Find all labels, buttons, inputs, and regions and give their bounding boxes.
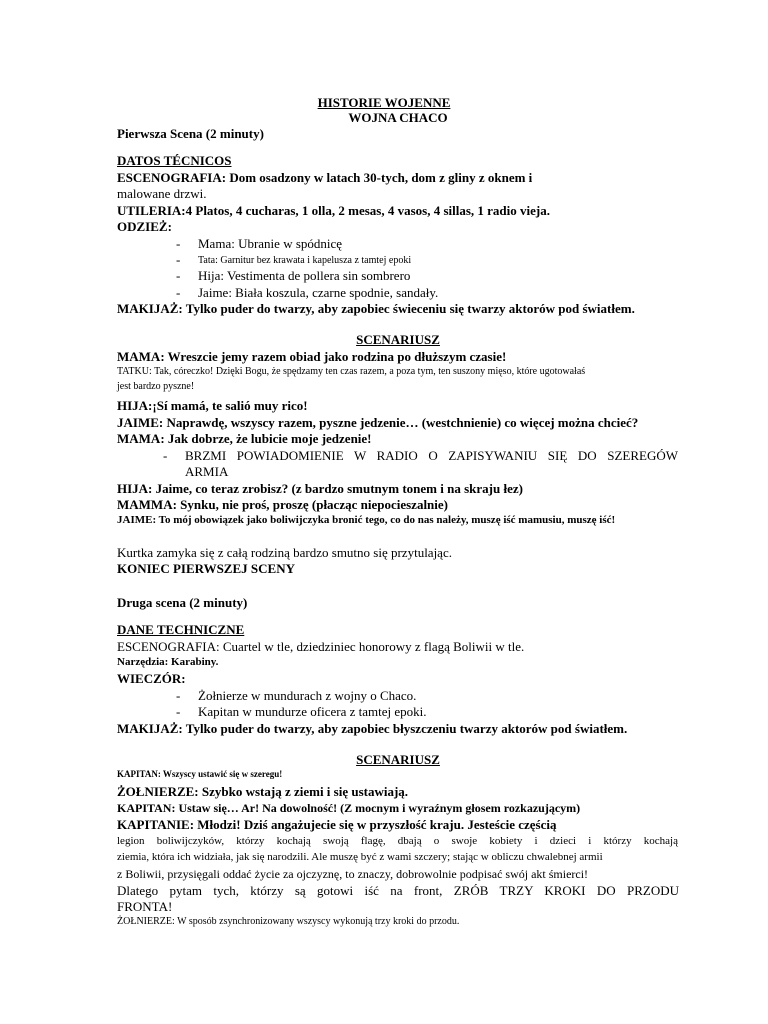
costume-item: Żołnierze w mundurach z wojny o Chaco.	[198, 688, 417, 703]
scene1-tech-heading: DATOS TÉCNICOS	[117, 153, 232, 168]
bullet-dash: -	[176, 704, 181, 719]
stage-direction: Kurtka zamyka się z całą rodziną bardzo smutno się przytulając.	[117, 545, 452, 560]
scene1-heading: Pierwsza Scena (2 minuty)	[117, 126, 264, 141]
line-kapitan-2: KAPITAN: Ustaw się… Ar! Na dowolność! (Z mocnym i wyraźnym głosem rozkazującym)	[117, 801, 581, 815]
radio-announcement: BRZMI POWIADOMIENIE W RADIO O ZAPISYWANIU SIĘ DO SZEREGÓW	[185, 448, 678, 463]
radio-announcement-cont: ARMIA	[185, 464, 229, 479]
line-hija-2: HIJA: Jaime, co teraz zrobisz? (z bardzo smutnym tonem i na skraju łez)	[117, 481, 523, 496]
line-jaime-2: JAIME: To mój obowiązek jako boliwijczyka bronić tego, co do nas należy, muszę iść mamusiu, muszę iść!	[117, 514, 616, 526]
line-zolnierze-1: ŻOŁNIERZE: Szybko wstają z ziemi i się ustawiają.	[117, 784, 409, 799]
scene2-escenografia: ESCENOGRAFIA: Cuartel w tle, dziedziniec honorowy z flagą Boliwii w tle.	[117, 639, 525, 654]
line-jaime-1: JAIME: Naprawdę, wszyscy razem, pyszne jedzenie… (westchnienie) co więcej można chcieć?	[117, 415, 639, 430]
line-tatku-2: jest bardzo pyszne!	[117, 381, 195, 392]
line-tatku-1: TATKU: Tak, córeczko! Dzięki Bogu, że spędzamy ten czas razem, a poza tym, ten suszony mięso, które ugotowałaś	[117, 366, 586, 377]
scene1-utileria: UTILERIA:4 Platos, 4 cucharas, 1 olla, 2 mesas, 4 vasos, 4 sillas, 1 radio vieja.	[117, 203, 550, 218]
speech-line: z Boliwii, przysięgali oddać życie za ojczyznę, to znaczy, dobrowolnie podpisać swój akt śmierci!	[117, 867, 589, 881]
costume-item: Jaime: Biała koszula, czarne spodnie, sandały.	[198, 285, 439, 300]
speech-line: ziemia, która ich widziała, jak się narodzili. Ale muszę być z wami szczery; stając w obliczu chwalebnej armii	[117, 851, 603, 863]
costume-item: Tata: Garnitur bez krawata i kapelusza z tamtej epoki	[198, 255, 412, 266]
speech-line: FRONTA!	[117, 899, 173, 914]
costume-item: Kapitan w mundurze oficera z tamtej epoki.	[198, 704, 427, 719]
bullet-dash: -	[176, 688, 181, 703]
line-mama-1: MAMA: Wreszcie jemy razem obiad jako rodzina po dłuższym czasie!	[117, 349, 507, 364]
bullet-dash: -	[176, 285, 181, 300]
escenografia-label: ESCENOGRAFIA:	[117, 170, 227, 185]
bullet-dash: -	[176, 236, 181, 251]
costume-item: Hija: Vestimenta de pollera sin sombrero	[198, 268, 411, 283]
speech-line: Dlatego pytam tych, którzy są gotowi iść na front, ZRÓB TRZY KROKI DO PRZODU	[117, 883, 679, 898]
bullet-dash: -	[176, 252, 181, 267]
costume-item: Mama: Ubranie w spódnicę	[198, 236, 343, 251]
scene1-odziez: ODZIEŻ:	[117, 219, 172, 234]
scene2-tech-heading: DANE TECHNICZNE	[117, 622, 245, 637]
speech-line: legion boliwijczyków, którzy kochają swoją flagę, dbają o swoje kobiety i dzieci i którzy kochają	[117, 835, 678, 847]
line-kapitan-1: KAPITAN: Wszyscy ustawić się w szeregu!	[117, 769, 283, 779]
bullet-dash: -	[163, 448, 168, 463]
document-subtitle: WOJNA CHACO	[348, 110, 448, 125]
scene2-heading: Druga scena (2 minuty)	[117, 595, 248, 610]
line-zolnierze-2: ŻOŁNIERZE: W sposób zsynchronizowany wszyscy wykonują trzy kroki do przodu.	[117, 916, 460, 927]
scene1-end: KONIEC PIERWSZEJ SCENY	[117, 561, 295, 576]
scene1-makijaz: MAKIJAŻ: Tylko puder do twarzy, aby zapobiec świeceniu się twarzy aktorów pod światłem.	[117, 301, 635, 316]
scene2-script-heading: SCENARIUSZ	[356, 752, 440, 767]
bullet-dash: -	[176, 268, 181, 283]
scene2-narzedzia: Narzędzia: Karabiny.	[117, 656, 219, 668]
line-hija-1: HIJA:¡Sí mamá, te salió muy rico!	[117, 398, 308, 413]
escenografia-text: Dom osadzony w latach 30-tych, dom z gliny z oknem i	[226, 170, 533, 185]
scene2-wieczor: WIECZÓR:	[117, 671, 186, 686]
line-kapitanie: KAPITANIE: Młodzi! Dziś angażujecie się w przyszłość kraju. Jesteście częścią	[117, 817, 557, 832]
line-mamma: MAMMA: Synku, nie proś, proszę (płacząc niepocieszalnie)	[117, 497, 448, 512]
line-mama-2: MAMA: Jak dobrze, że lubicie moje jedzenie!	[117, 431, 372, 446]
scene1-script-heading: SCENARIUSZ	[356, 332, 440, 347]
scene1-escenografia-cont: malowane drzwi.	[117, 186, 207, 201]
document-title: HISTORIE WOJENNE	[317, 95, 451, 110]
scene1-escenografia	[117, 171, 532, 184]
scene2-makijaz: MAKIJAŻ: Tylko puder do twarzy, aby zapobiec błyszczeniu twarzy aktorów pod światłem.	[117, 721, 628, 736]
